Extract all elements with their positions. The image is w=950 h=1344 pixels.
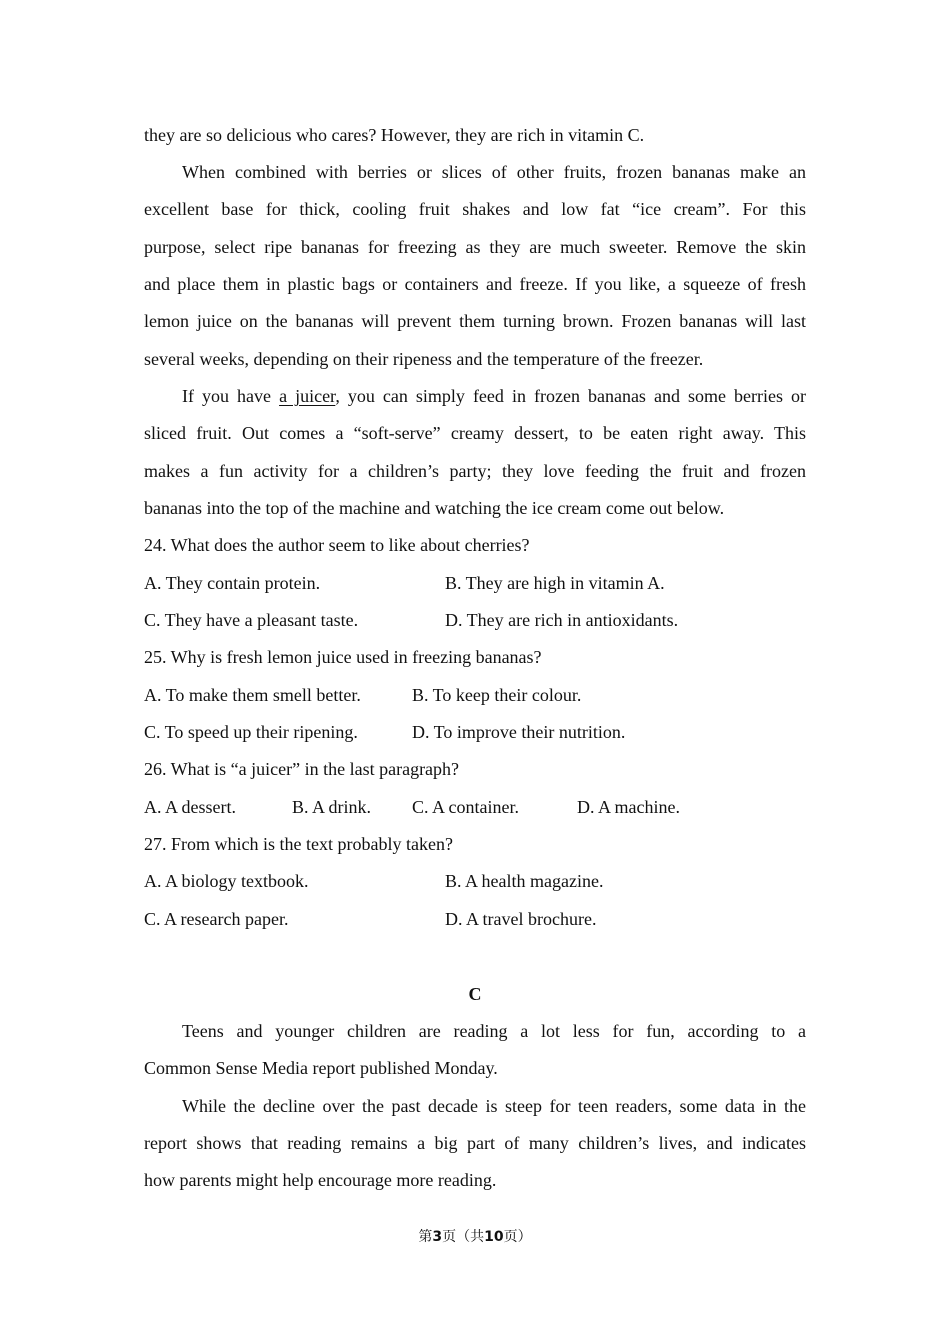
passage-c-paragraph-1-line-1: Teens and younger children are reading a lot less for fun, according to a — [182, 1021, 806, 1041]
passage-b-paragraph-3-line-3: makes a fun activity for a children’s party; they love feeding the fruit and frozen — [144, 461, 806, 481]
question-25-option-d: D. To improve their nutrition. — [412, 722, 626, 742]
question-26-stem: 26. What is “a juicer” in the last paragraph? — [144, 759, 460, 779]
question-27-stem: 27. From which is the text probably taken? — [144, 834, 453, 854]
question-24-option-c: C. They have a pleasant taste. — [144, 610, 359, 630]
question-24-option-d: D. They are rich in antioxidants. — [445, 610, 679, 630]
footer-prefix: 第 — [418, 1229, 433, 1245]
question-25-stem: 25. Why is fresh lemon juice used in freezing bananas? — [144, 647, 542, 667]
question-26-option-c: C. A container. — [412, 797, 519, 817]
footer-mid: 页（共 — [442, 1229, 485, 1245]
paragraph-3-text-before: If you have — [182, 386, 280, 406]
passage-c-paragraph-2-line-3: how parents might help encourage more reading. — [144, 1170, 497, 1190]
question-27-option-c: C. A research paper. — [144, 909, 289, 929]
footer-suffix: 页） — [503, 1229, 532, 1245]
passage-b-paragraph-3-line-2: sliced fruit. Out comes a “soft-serve” creamy dessert, to be eaten right away. This — [144, 423, 806, 443]
paragraph-3-text-after: , you can simply feed in frozen bananas and some berries or — [335, 386, 807, 406]
page-footer — [0, 1228, 950, 1246]
question-24-option-a: A. They contain protein. — [144, 573, 321, 593]
passage-b-paragraph-2-line-6: several weeks, depending on their ripeness and the temperature of the freezer. — [144, 349, 704, 369]
question-24-option-b: B. They are high in vitamin A. — [445, 573, 665, 593]
question-26-option-b: B. A drink. — [292, 797, 372, 817]
question-27-option-d: D. A travel brochure. — [445, 909, 597, 929]
question-25-option-b: B. To keep their colour. — [412, 685, 582, 705]
question-27-option-b: B. A health magazine. — [445, 871, 604, 891]
passage-b-paragraph-2-line-4: and place them in plastic bags or containers and freeze. If you like, a squeeze of fresh — [144, 274, 806, 294]
passage-c-paragraph-2-line-1: While the decline over the past decade is steep for teen readers, some data in the — [182, 1096, 806, 1116]
question-26-option-a: A. A dessert. — [144, 797, 236, 817]
underlined-term-a-juicer: a juicer — [279, 386, 336, 406]
passage-b-paragraph-3-line-4: bananas into the top of the machine and watching the ice cream come out below. — [144, 498, 725, 518]
total-pages: 10 — [484, 1229, 504, 1245]
question-25-option-a: A. To make them smell better. — [144, 685, 361, 705]
question-24-stem: 24. What does the author seem to like about cherries? — [144, 535, 530, 555]
passage-b-paragraph-2-line-1: When combined with berries or slices of other fruits, frozen bananas make an — [182, 162, 806, 182]
section-c-heading: C — [468, 984, 482, 1004]
question-26-option-d: D. A machine. — [577, 797, 680, 817]
question-27-option-a: A. A biology textbook. — [144, 871, 309, 891]
passage-c-paragraph-1-line-2: Common Sense Media report published Monday. — [144, 1058, 498, 1078]
passage-b-paragraph-2-line-5: lemon juice on the bananas will prevent them turning brown. Frozen bananas will last — [144, 311, 806, 331]
page-number: 3 — [432, 1229, 443, 1245]
passage-b-paragraph-2-line-3: purpose, select ripe bananas for freezing as they are much sweeter. Remove the skin — [144, 237, 806, 257]
passage-c-paragraph-2-line-2: report shows that reading remains a big part of many children’s lives, and indicates — [144, 1133, 806, 1153]
passage-b-paragraph-2-line-2: excellent base for thick, cooling fruit shakes and low fat “ice cream”. For this — [144, 199, 806, 219]
passage-b-paragraph-3-line-1 — [182, 385, 806, 407]
question-25-option-c: C. To speed up their ripening. — [144, 722, 358, 742]
passage-b-paragraph-1-line: they are so delicious who cares? However, they are rich in vitamin C. — [144, 125, 645, 145]
